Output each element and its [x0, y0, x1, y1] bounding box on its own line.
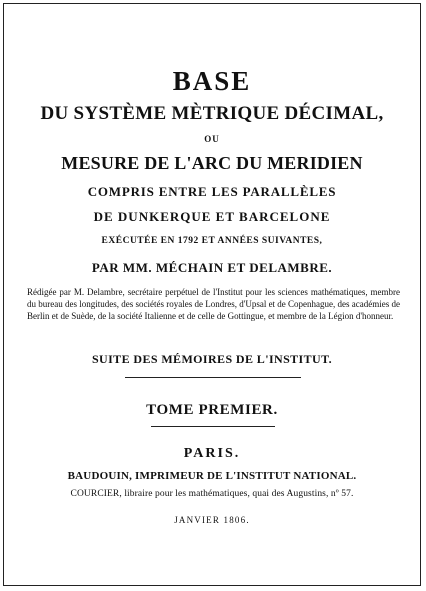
book-title: BASE — [172, 66, 252, 96]
subtitle-dunkerque-barcelone: DE DUNKERQUE ET BARCELONE — [93, 209, 331, 224]
subtitle-decimal-system: DU SYSTÈME MÈTRIQUE DÉCIMAL, — [40, 103, 384, 124]
conjunction-ou: OU — [204, 134, 220, 144]
subtitle-parallels: COMPRIS ENTRE LES PARALLÈLES — [87, 184, 337, 199]
volume-line: TOME PREMIER. — [146, 402, 278, 418]
series-line: SUITE DES MÉMOIRES DE L'INSTITUT. — [91, 352, 333, 366]
authors-line: PAR MM. MÉCHAIN ET DELAMBRE. — [91, 260, 333, 275]
imprint-bookseller: COURCIER, libraire pour les mathématiques, quai des Augustins, nº 57. — [70, 489, 354, 499]
subtitle-meridian-arc: MESURE DE L'ARC DU MERIDIEN — [61, 153, 363, 173]
imprint-date: JANVIER 1806. — [174, 515, 250, 525]
imprint-city: PARIS. — [183, 446, 241, 461]
imprint-printer: BAUDOUIN, IMPRIMEUR DE L'INSTITUT NATIONAL. — [67, 470, 357, 482]
divider-rule-top — [125, 377, 301, 378]
subtitle-executed-1792: EXÉCUTÉE EN 1792 ET ANNÉES SUIVANTES, — [101, 236, 323, 246]
title-page — [3, 3, 421, 586]
editor-note-paragraph: Rédigée par M. Delambre, secrétaire perpétuel de l'Institut pour les sciences mathématiques, membre du bureau des longitudes, des sociétés royales de Londres, d'Upsal et de Copenhague, des académies de Berlin et de Suède, de la société Italienne et de celle de Gottingue, et membre de la Légion d'honneur. — [27, 287, 401, 321]
divider-rule-bottom — [151, 426, 275, 427]
